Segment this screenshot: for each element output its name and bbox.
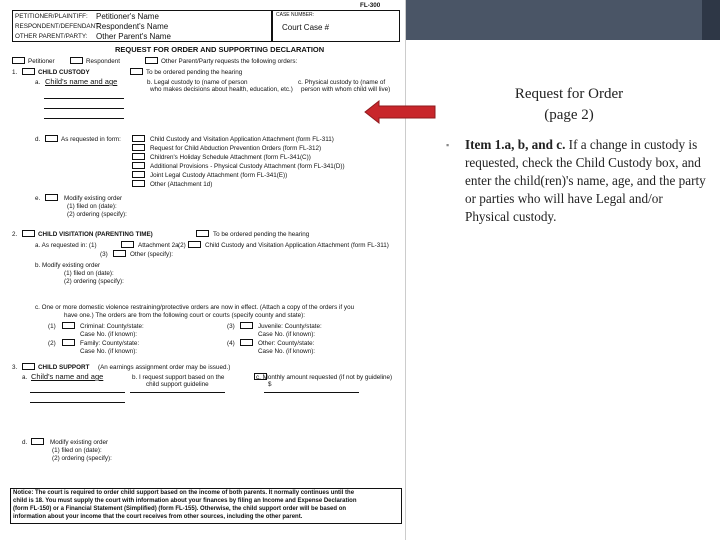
bullet-lead: Item 1.a, b, and c. — [465, 137, 566, 152]
form-id: FL-300 — [360, 2, 381, 9]
s3-title-note: (An earnings assignment order may be issued.) — [98, 364, 231, 371]
s1-a-label: a. — [35, 79, 41, 86]
s2-c3-case: Case No. (if known): — [258, 331, 316, 338]
s2-c2: (2) — [48, 340, 56, 347]
s2-a-2: (2) — [178, 242, 186, 249]
s1-d-opt3-checkbox[interactable] — [132, 153, 145, 160]
s2-c3-checkbox[interactable] — [240, 322, 253, 329]
s2-a3-checkbox[interactable] — [113, 250, 126, 257]
s1-pending-checkbox[interactable] — [130, 68, 143, 75]
s3-b-text2: child support guideline — [146, 381, 209, 388]
s2-c2-case: Case No. (if known): — [80, 348, 138, 355]
s1-e-2: (2) ordering (specify): — [67, 211, 127, 218]
s1-e-1: (1) filed on (date): — [67, 203, 117, 210]
other-parent-value: Other Parent's Name — [96, 32, 171, 41]
s1-b-text: b. Legal custody to (name of person — [147, 79, 248, 86]
notice-line1: Notice: The court is required to order child support based on the income of both parents. It normally continues until the — [13, 490, 355, 496]
s2-c1-checkbox[interactable] — [62, 322, 75, 329]
s3-line — [30, 402, 125, 403]
s3-c-text: c. Monthly amount requested (if not by guideline) — [256, 374, 393, 381]
s3-line — [30, 392, 125, 393]
other-party-checkbox[interactable] — [145, 57, 158, 64]
s3-d-text: Modify existing order — [50, 439, 109, 446]
petitioner-value: Petitioner's Name — [96, 12, 159, 21]
s2-pending-text: To be ordered pending the hearing — [213, 231, 310, 238]
s1-pending-text: To be ordered pending the hearing — [146, 69, 243, 76]
s3-title: CHILD SUPPORT — [38, 364, 90, 371]
s2-a-3: (3) — [100, 251, 108, 258]
s2-a2-checkbox[interactable] — [188, 241, 201, 248]
s2-c4-case: Case No. (if known): — [258, 348, 316, 355]
requests-text: requests the following orders: — [215, 58, 298, 65]
s3-d-checkbox[interactable] — [31, 438, 44, 445]
s3-a-label: a. — [22, 374, 28, 381]
s1-line — [44, 98, 124, 99]
s3-c-dollar: $ — [268, 381, 272, 388]
s3-line — [264, 392, 359, 393]
top-bar-corner — [702, 0, 720, 40]
s1-e-text: Modify existing order — [64, 195, 123, 202]
s2-c1: (1) — [48, 323, 56, 330]
s1-c-text: c. Physical custody to (name of — [298, 79, 386, 86]
s1-title: CHILD CUSTODY — [38, 69, 90, 76]
s1-line — [44, 118, 124, 119]
s3-number: 3. — [12, 364, 18, 371]
s2-a1-checkbox[interactable] — [121, 241, 134, 248]
s3-child-name: Child's name and age — [31, 372, 104, 381]
s1-line — [44, 108, 124, 109]
s2-b-2: (2) ordering (specify): — [64, 278, 124, 285]
s1-d-opt4: Additional Provisions - Physical Custody Attachment (form FL-341(D)) — [150, 163, 345, 170]
s1-d-checkbox[interactable] — [45, 135, 58, 142]
s3-line — [130, 392, 225, 393]
s1-d-opt2-checkbox[interactable] — [132, 144, 145, 151]
s2-pending-checkbox[interactable] — [196, 230, 209, 237]
s2-c4-checkbox[interactable] — [240, 339, 253, 346]
s3-d-1: (1) filed on (date): — [52, 447, 102, 454]
notice-line2: child is 18. You must supply the court with information about your finances by filing an Income and Expense Declaration — [13, 498, 357, 504]
s1-d-opt2: Request for Child Abduction Prevention Orders (form FL-312) — [150, 145, 322, 152]
s1-d-opt6-checkbox[interactable] — [132, 180, 145, 187]
s2-c4-county: Other: County/state: — [258, 340, 315, 347]
s1-e-label: e. — [35, 195, 41, 202]
s2-a-attachment: Attachment 2a — [138, 242, 179, 249]
child-support-checkbox[interactable] — [22, 363, 35, 370]
s2-c1-county: Criminal: County/state: — [80, 323, 144, 330]
respondent-value: Respondent's Name — [96, 22, 169, 31]
s2-a-form: Child Custody and Visitation Application Attachment (form FL-311) — [205, 242, 389, 249]
s2-c4: (4) — [227, 340, 235, 347]
s1-c-text2: person with whom child will live) — [301, 86, 391, 93]
s1-d-opt1: Child Custody and Visitation Application Attachment (form FL-311) — [150, 136, 334, 143]
petitioner-text: Petitioner — [28, 58, 55, 65]
case-number-value: Court Case # — [282, 23, 330, 32]
other-parent-label: OTHER PARENT/PARTY: — [15, 33, 88, 40]
s1-d-opt4-checkbox[interactable] — [132, 162, 145, 169]
s1-d-opt3: Children's Holiday Schedule Attachment (form FL-341(C)) — [150, 154, 311, 161]
s2-number: 2. — [12, 231, 18, 238]
bullet-text — [465, 136, 709, 226]
petitioner-checkbox[interactable] — [12, 57, 25, 64]
form-title: REQUEST FOR ORDER AND SUPPORTING DECLARATION — [115, 45, 325, 54]
bullet-dot-icon: ▪ — [446, 140, 450, 150]
slide-title-line2: (page 2) — [544, 107, 594, 123]
s3-b-text: b. I request support based on the — [132, 374, 225, 381]
s2-c-text2: have one.) The orders are from the following court or courts (specify county and state): — [64, 312, 306, 319]
bullet-rest: If a change in custody is requested, check the Child Custody box, and enter the child(ren)'s name, age, and the party or parties who will have Legal and/or Physical custody. — [465, 137, 706, 224]
s1-d-opt5-checkbox[interactable] — [132, 171, 145, 178]
s2-title: CHILD VISITATION (PARENTING TIME) — [38, 231, 153, 238]
child-custody-checkbox[interactable] — [22, 68, 35, 75]
s2-a-other: Other (specify): — [130, 251, 174, 258]
s2-c3-county: Juvenile: County/state: — [258, 323, 322, 330]
left-arrow-icon — [364, 100, 436, 124]
s2-c3: (3) — [227, 323, 235, 330]
notice-line4: information about your income that the court receives from other sources, including the other parent. — [13, 514, 303, 520]
s1-child-name: Child's name and age — [45, 77, 118, 86]
slide-title — [450, 84, 688, 126]
case-number-label: CASE NUMBER: — [276, 12, 315, 18]
s1-b-text2: who makes decisions about health, education, etc.) — [150, 86, 293, 93]
notice-line3: (form FL-150) or a Financial Statement (Simplified) (form FL-155). Otherwise, the child support order will be based on — [13, 506, 347, 512]
s1-d-text: As requested in form: — [61, 136, 121, 143]
slide-top-bar-accent — [405, 0, 720, 40]
s2-a-text: a. As requested in: (1) — [35, 242, 97, 249]
s1-d-opt1-checkbox[interactable] — [132, 135, 145, 142]
other-party-text: Other Parent/Party — [161, 58, 214, 65]
child-visitation-checkbox[interactable] — [22, 230, 35, 237]
s2-c2-checkbox[interactable] — [62, 339, 75, 346]
respondent-text: Respondent — [86, 58, 120, 65]
s2-c1-case: Case No. (if known): — [80, 331, 138, 338]
s1-d-opt5: Joint Legal Custody Attachment (form FL-341(E)) — [150, 172, 288, 179]
s1-number: 1. — [12, 69, 18, 76]
respondent-label: RESPONDENT/DEFENDANT: — [15, 23, 101, 30]
respondent-checkbox[interactable] — [70, 57, 83, 64]
s2-b-text: b. Modify existing order — [35, 262, 101, 269]
s3-d-2: (2) ordering (specify): — [52, 455, 112, 462]
s3-d-label: d. — [22, 439, 28, 446]
slide-title-line1: Request for Order — [514, 86, 624, 102]
petitioner-label: PETITIONER/PLAINTIFF: — [15, 13, 88, 20]
s2-b-1: (1) filed on (date): — [64, 270, 114, 277]
s2-c2-county: Family: County/state: — [80, 340, 140, 347]
s1-e-checkbox[interactable] — [45, 194, 58, 201]
s1-d-label: d. — [35, 136, 41, 143]
s2-c-text: c. One or more domestic violence restraining/protective orders are now in effect. (Attach a copy of the orders if you — [35, 304, 355, 311]
s1-d-opt6: Other (Attachment 1d) — [150, 181, 213, 188]
